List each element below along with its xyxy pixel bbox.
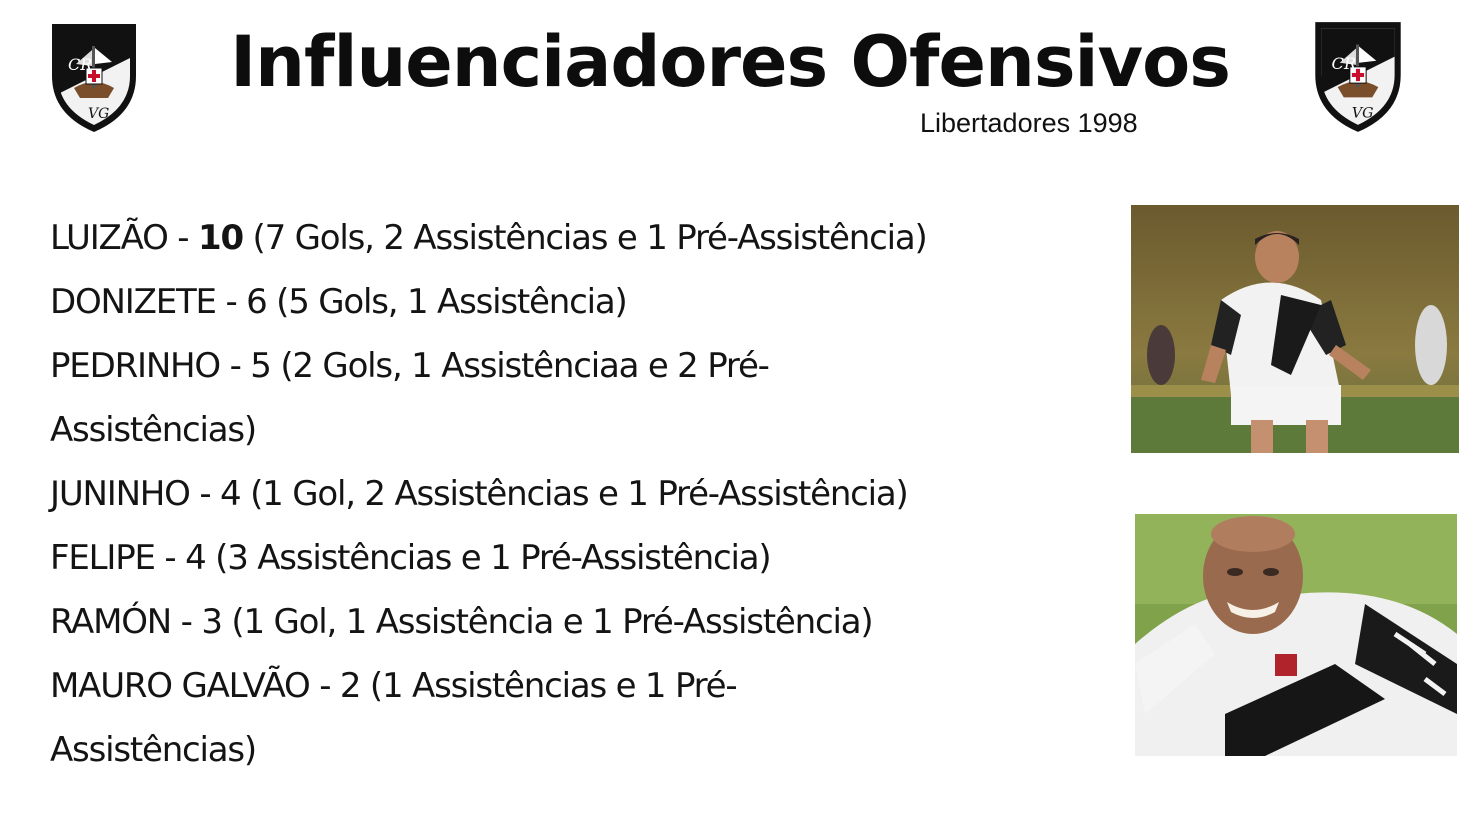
player-photo-celebrating	[1135, 514, 1457, 756]
player-name: RAMÓN	[50, 602, 172, 642]
player-stat-row	[50, 270, 1120, 334]
player-photo-running	[1131, 205, 1459, 453]
player-stat-row	[50, 462, 1120, 526]
page-title: Influenciadores Ofensivos	[230, 21, 1230, 103]
svg-text:VG: VG	[1351, 105, 1374, 122]
player-total: 2	[339, 666, 361, 706]
player-total: 10	[197, 218, 243, 258]
vasco-crest-icon-left	[48, 18, 140, 136]
player-name: FELIPE	[50, 538, 155, 578]
separator: -	[309, 666, 340, 706]
svg-text:CR: CR	[68, 55, 93, 74]
player-stat-row	[50, 654, 930, 782]
player-details: (7 Gols, 2 Assistências e 1 Pré-Assistência)	[242, 218, 927, 258]
separator: -	[154, 538, 186, 578]
player-details: (3 Assistências e 1 Pré-Assistência)	[205, 538, 771, 578]
player-stat-row	[50, 206, 1120, 270]
player-name: MAURO GALVÃO	[50, 666, 310, 706]
player-name: JUNINHO	[50, 474, 190, 514]
player-stat-row	[50, 526, 1120, 590]
player-total: 3	[201, 602, 222, 642]
player-details: (1 Gol, 2 Assistências e 1 Pré-Assistência)	[240, 474, 908, 514]
player-total: 4	[185, 538, 206, 578]
player-stats-list	[50, 206, 1120, 782]
separator: -	[171, 602, 202, 642]
page-subtitle: Libertadores 1998	[920, 108, 1138, 138]
player-name: LUIZÃO	[50, 218, 168, 258]
player-details: (5 Gols, 1 Assistência)	[266, 282, 627, 322]
player-stat-row	[50, 590, 1120, 654]
player-name: DONIZETE	[50, 282, 216, 322]
separator: -	[167, 218, 198, 258]
separator: -	[189, 474, 221, 514]
player-details: (1 Gol, 1 Assistência e 1 Pré-Assistência)	[221, 602, 873, 642]
svg-text:CR: CR	[1331, 53, 1357, 73]
player-name: PEDRINHO	[50, 346, 220, 386]
svg-text:VG: VG	[88, 106, 110, 122]
player-stat-row	[50, 334, 950, 462]
player-total: 5	[250, 346, 271, 386]
player-total: 6	[246, 282, 267, 322]
player-details: (1 Assistências e 1 Pré-Assistências)	[50, 666, 737, 770]
separator: -	[219, 346, 251, 386]
player-details: (2 Gols, 1 Assistênciaa e 2 Pré-Assistências)	[50, 346, 769, 450]
vasco-crest-icon-right	[1310, 16, 1406, 136]
player-total: 4	[220, 474, 241, 514]
separator: -	[215, 282, 247, 322]
